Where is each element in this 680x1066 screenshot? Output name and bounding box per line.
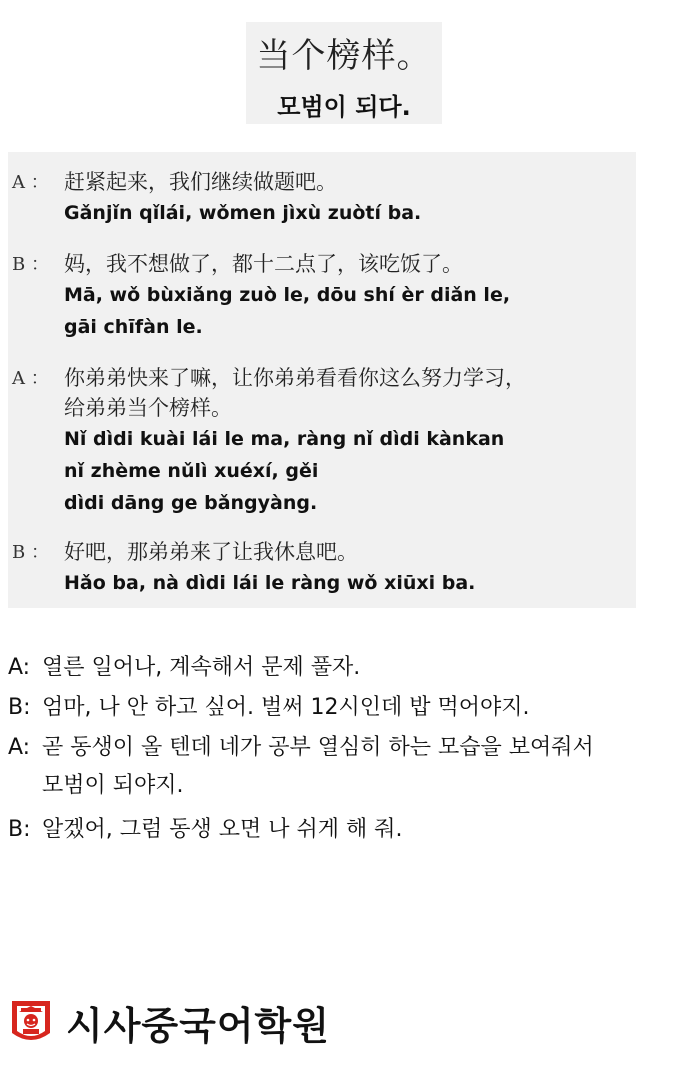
pinyin-text: Gǎnjǐn qǐlái, wǒmen jìxù zuòtí ba. bbox=[64, 202, 422, 224]
translation-speaker: B: bbox=[8, 817, 31, 842]
translation-line bbox=[8, 690, 529, 721]
translation-speaker: A: bbox=[8, 735, 31, 760]
translation-text: 알겠어, 그럼 동생 오면 나 쉬게 해 줘. bbox=[42, 817, 403, 842]
footer-brand bbox=[8, 994, 330, 1050]
translation-text: 엄마, 나 안 하고 싶어. 벌써 12시인데 밥 먹어야지. bbox=[42, 695, 530, 720]
translation-text: 곧 동생이 올 텐데 네가 공부 열심히 하는 모습을 보여줘서 bbox=[42, 735, 594, 760]
translation-speaker: A: bbox=[8, 655, 31, 680]
dialogue-box bbox=[8, 152, 636, 608]
translation-line bbox=[8, 650, 360, 681]
pinyin-text: nǐ zhème nǔlì xuéxí, gěi bbox=[64, 460, 319, 482]
translation-text: 열른 일어나, 계속해서 문제 풀자. bbox=[42, 655, 361, 680]
academy-logo-icon bbox=[8, 997, 54, 1047]
speaker-label: B ： bbox=[12, 254, 49, 275]
translation-line bbox=[8, 812, 402, 843]
speaker-label: B ： bbox=[12, 542, 49, 563]
chinese-text: 你弟弟快来了嘛，让你弟弟看看你这么努力学习， bbox=[64, 366, 526, 390]
translation-speaker: B: bbox=[8, 695, 31, 720]
pinyin-text: Mā, wǒ bùxiǎng zuò le, dōu shí èr diǎn le, bbox=[64, 284, 511, 306]
speaker-label: A ： bbox=[12, 172, 49, 193]
chinese-text: 给弟弟当个榜样。 bbox=[64, 396, 232, 420]
translation-line bbox=[8, 730, 594, 761]
title-chinese: 当个榜样。 bbox=[256, 36, 432, 76]
chinese-text: 好吧，那弟弟来了让我休息吧。 bbox=[64, 540, 358, 564]
speaker-label: A ： bbox=[12, 368, 49, 389]
title-korean: 모범이 되다. bbox=[277, 93, 411, 121]
pinyin-text: Hǎo ba, nà dìdi lái le ràng wǒ xiūxi ba. bbox=[64, 572, 476, 594]
chinese-text: 妈，我不想做了，都十二点了，该吃饭了。 bbox=[64, 252, 463, 276]
title-block bbox=[246, 22, 442, 124]
chinese-text: 赶紧起来，我们继续做题吧。 bbox=[64, 170, 337, 194]
brand-name: 시사중국어학원 bbox=[66, 1003, 330, 1048]
pinyin-text: Nǐ dìdi kuài lái le ma, ràng nǐ dìdi kànkan bbox=[64, 428, 505, 450]
translation-text-continued: 모범이 되야지. bbox=[42, 773, 184, 798]
pinyin-text: gāi chīfàn le. bbox=[64, 316, 203, 338]
pinyin-text: dìdi dāng ge bǎngyàng. bbox=[64, 492, 318, 514]
